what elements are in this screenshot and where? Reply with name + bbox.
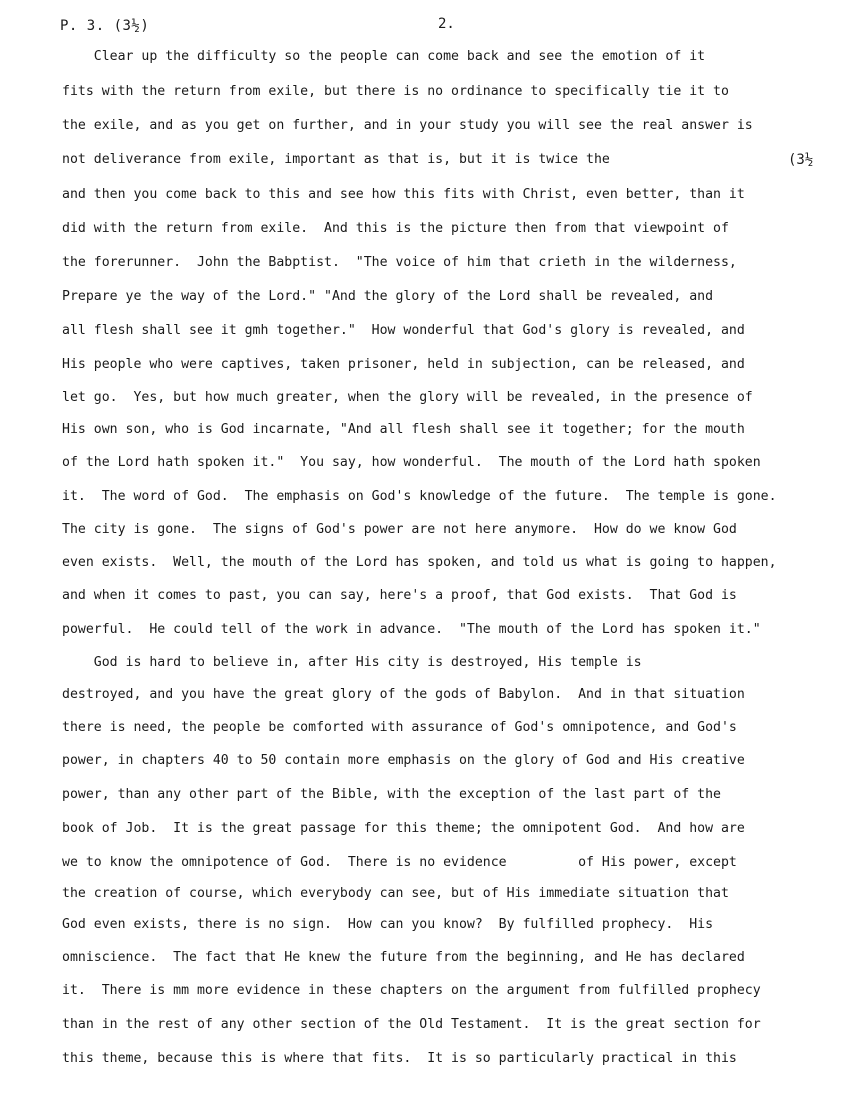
text-line: the forerunner. John the Babptist. "The voice of him that crieth in the wilderness, (62, 255, 737, 270)
text-line: there is need, the people be comforted with assurance of God's omnipotence, and God's (62, 720, 737, 735)
text-line: and when it comes to past, you can say, here's a proof, that God exists. That God is (62, 588, 737, 603)
text-line: God even exists, there is no sign. How can you know? By fulfilled prophecy. His (62, 917, 714, 932)
text-line: of the Lord hath spoken it." You say, how wonderful. The mouth of the Lord hath spoken (62, 455, 761, 470)
text-line: God is hard to believe in, after His city is destroyed, His temple is (62, 655, 642, 670)
text-line: His people who were captives, taken prisoner, held in subjection, can be released, and (62, 357, 745, 372)
text-line: let go. Yes, but how much greater, when the glory will be revealed, in the presence of (62, 390, 753, 405)
text-line: power, than any other part of the Bible, with the exception of the last part of the (62, 787, 721, 802)
text-line: this theme, because this is where that fits. It is so particularly practical in this (62, 1051, 737, 1066)
text-line: not deliverance from exile, important as that is, but it is twice the (62, 152, 610, 167)
text-line: and then you come back to this and see how this fits with Christ, even better, than it (62, 187, 745, 202)
text-line: did with the return from exile. And this is the picture then from that viewpoint of (62, 221, 729, 236)
text-line: it. There is mm more evidence in these chapters on the argument from fulfilled prophecy (62, 983, 761, 998)
text-line: His own son, who is God incarnate, "And all flesh shall see it together; for the mouth (62, 422, 745, 437)
text-line: we to know the omnipotence of God. There is no evidence of His power, except (62, 855, 737, 870)
text-line: Prepare ye the way of the Lord." "And the glory of the Lord shall be revealed, and (62, 289, 714, 304)
text-line: the exile, and as you get on further, and in your study you will see the real answer is (62, 118, 753, 133)
text-line: fits with the return from exile, but there is no ordinance to specifically tie it to (62, 84, 729, 99)
text-line: destroyed, and you have the great glory of the gods of Babylon. And in that situation (62, 687, 745, 702)
text-line: The city is gone. The signs of God's power are not here anymore. How do we know God (62, 522, 737, 537)
text-line: than in the rest of any other section of the Old Testament. It is the great section for (62, 1017, 761, 1032)
text-line: omniscience. The fact that He knew the future from the beginning, and He has declared (62, 950, 745, 965)
text-line: even exists. Well, the mouth of the Lord has spoken, and told us what is going to happen, (62, 555, 777, 570)
text-line: book of Job. It is the great passage for this theme; the omnipotent God. And how are (62, 821, 745, 836)
text-line: powerful. He could tell of the work in advance. "The mouth of the Lord has spoken it." (62, 622, 761, 637)
page-number: 2. (438, 16, 455, 32)
text-line: it. The word of God. The emphasis on God's knowledge of the future. The temple is gone. (62, 489, 777, 504)
text-line: power, in chapters 40 to 50 contain more emphasis on the glory of God and His creative (62, 753, 745, 768)
text-line: the creation of course, which everybody can see, but of His immediate situation that (62, 886, 729, 901)
margin-note: (3½ (788, 152, 814, 168)
page-reference: P. 3. (3½) (60, 18, 150, 34)
text-line: Clear up the difficulty so the people can come back and see the emotion of it (62, 49, 706, 64)
text-line: all flesh shall see it gmh together." How wonderful that God's glory is revealed, and (62, 323, 745, 338)
